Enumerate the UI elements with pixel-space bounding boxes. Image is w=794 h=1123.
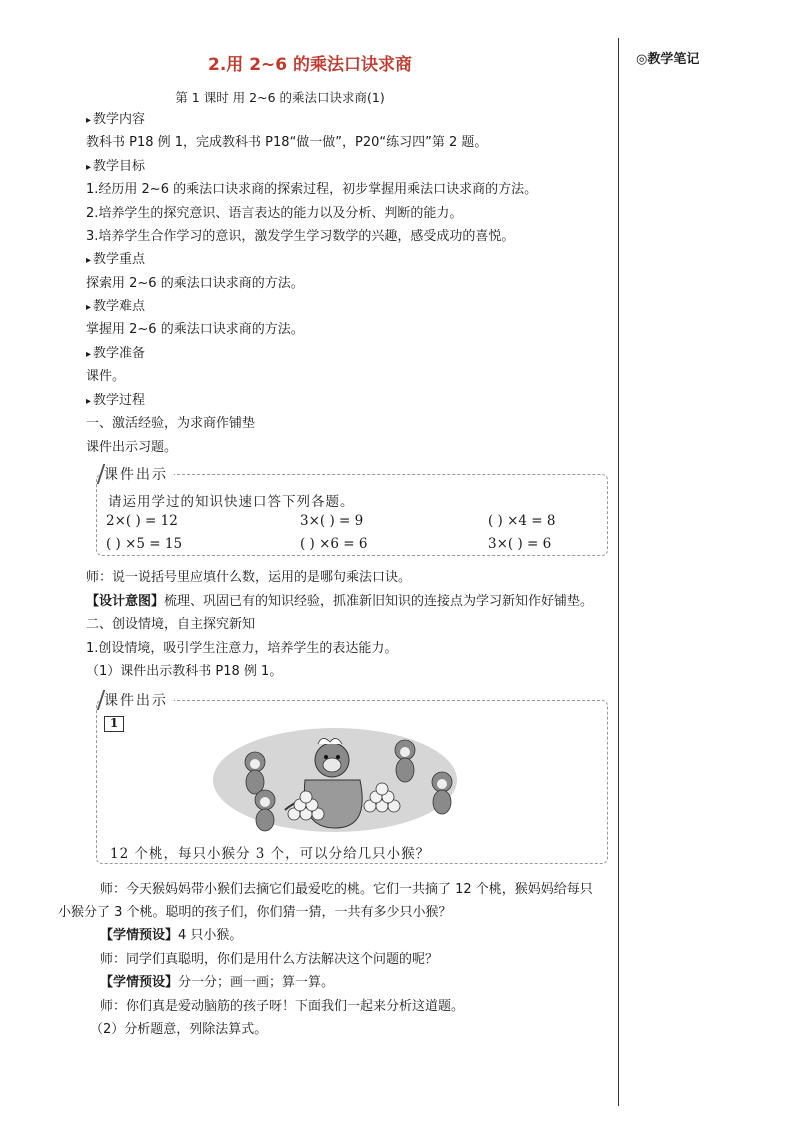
exercise-item: 3×( ) = 9 (300, 513, 364, 529)
section-head-content: ▸ 教学内容 (86, 108, 145, 127)
example-question: 12 个桃，每只小猴分 3 个，可以分给几只小猴？ (110, 846, 431, 862)
goal-1: 1.经历用 2~6 的乘法口诀求商的探索过程，初步掌握用乘法口诀求商的方法。 (86, 182, 538, 197)
page-title: 2.用 2~6 的乘法口诀求商 (207, 55, 413, 75)
goal-3: 3.培养学生合作学习的意识，激发学生学习数学的兴趣，感受成功的喜悦。 (86, 229, 515, 244)
example-box-tag: 课件出示 (97, 690, 177, 710)
key-text: 探索用 2~6 的乘法口诀求商的方法。 (86, 276, 304, 291)
design-intent: 【设计意图】梳理、巩固已有的知识经验，抓准新旧知识的连接点为学习新知作好铺垫。 (86, 594, 594, 609)
teacher-question-1: 师：说一说括号里应填什么数，运用的是哪句乘法口诀。 (86, 570, 412, 585)
teacher-line-1b: 小猴分了 3 个桃。聪明的孩子们，你们猜一猜，一共有多少只小猴？ (58, 905, 452, 920)
section-head-process: ▸ 教学过程 (86, 389, 145, 408)
section-head-prep: ▸ 教学准备 (86, 342, 145, 361)
section-head-difficulty: ▸ 教学难点 (86, 295, 145, 314)
teacher-line-3: 师：你们真是爱动脑筋的孩子呀！下面我们一起来分析这道题。 (100, 999, 465, 1014)
student-prediction-1: 【学情预设】4 只小猴。 (100, 928, 243, 943)
teacher-line-2: 师：同学们真聪明，你们是用什么方法解决这个问题的呢？ (100, 952, 439, 967)
teaching-notes-label: ◎教学笔记 (636, 52, 700, 67)
example-number-icon: 1 (104, 716, 124, 732)
exercise-item: ( ) ×4 = 8 (488, 513, 556, 529)
prep-text: 课件。 (86, 369, 126, 384)
process-part-1-text: 课件出示习题。 (86, 440, 178, 455)
monkeys-peaches-illustration (210, 710, 460, 840)
process-part-1: 一、激活经验，为求商作铺垫 (86, 416, 256, 431)
exercise-prompt: 请运用学过的知识快速口答下列各题。 (108, 494, 355, 510)
section-head-key: ▸ 教学重点 (86, 248, 145, 267)
exercise-item: 3×( ) = 6 (488, 536, 552, 552)
exercise-item: 2×( ) = 12 (106, 513, 178, 529)
difficulty-text: 掌握用 2~6 的乘法口诀求商的方法。 (86, 322, 304, 337)
process-part-2-1: 1.创设情境，吸引学生注意力，培养学生的表达能力。 (86, 641, 398, 656)
content-text: 教科书 P18 例 1，完成教科书 P18“做一做”，P20“练习四”第 2 题。 (86, 135, 488, 150)
exercise-box-tag: 课件出示 (97, 464, 177, 484)
process-part-2: 二、创设情境，自主探究新知 (86, 617, 256, 632)
exercise-item: ( ) ×5 = 15 (106, 536, 183, 552)
student-prediction-2: 【学情预设】分一分；画一画；算一算。 (100, 975, 335, 990)
teacher-line-1a: 师：今天猴妈妈带小猴们去摘它们最爱吃的桃。它们一共摘了 12 个桃，猴妈妈给每只 (100, 882, 593, 897)
exercise-item: ( ) ×6 = 6 (300, 536, 368, 552)
step-2-analyze: （2）分析题意，列除法算式。 (90, 1022, 268, 1037)
process-part-2-1-1: （1）课件出示教科书 P18 例 1。 (86, 664, 283, 679)
lesson-subtitle: 第 1 课时 用 2~6 的乘法口诀求商(1) (175, 90, 385, 105)
goal-2: 2.培养学生的探究意识、语言表达的能力以及分析、判断的能力。 (86, 206, 463, 221)
notes-divider (618, 38, 619, 1106)
section-head-goals: ▸ 教学目标 (86, 155, 145, 174)
